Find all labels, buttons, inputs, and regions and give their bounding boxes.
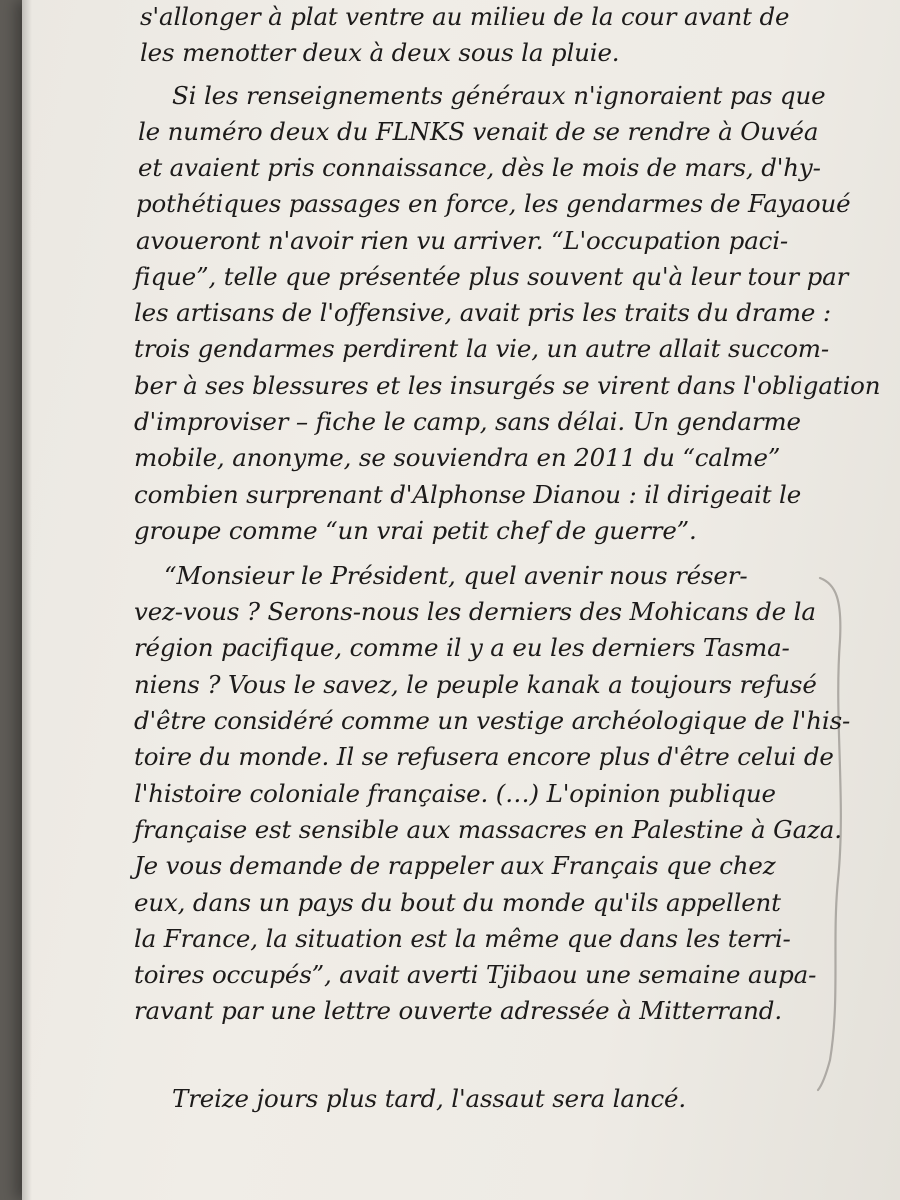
quote-line: région pacifique, comme il y a eu les derniers Tasma- <box>134 633 790 662</box>
quote-line: Je vous demande de rappeler aux Français que chez <box>134 851 776 880</box>
text-line: et avaient pris connaissance, dès le mois de mars, d'hy- <box>138 153 821 182</box>
text-line: trois gendarmes perdirent la vie, un autre allait succom- <box>134 334 830 363</box>
quote-line: l'histoire coloniale française. (…) L'opinion publique <box>134 779 776 808</box>
quote-line: ravant par une lettre ouverte adressée à Mitterrand. <box>134 996 782 1025</box>
text-line: les artisans de l'offensive, avait pris les traits du drame : <box>134 298 831 327</box>
text-line: avoueront n'avoir rien vu arriver. “L'occupation paci- <box>136 226 789 255</box>
text-line: groupe comme “un vrai petit chef de guerre”. <box>134 516 697 545</box>
quote-line: “Monsieur le Président, quel avenir nous réser- <box>164 561 748 590</box>
quote-line: niens ? Vous le savez, le peuple kanak a toujours refusé <box>134 670 817 699</box>
text-line: fique”, telle que présentée plus souvent qu'à leur tour par <box>134 262 849 291</box>
text-line: s'allonger à plat ventre au milieu de la cour avant de <box>140 2 790 31</box>
text-line: le numéro deux du FLNKS venait de se rendre à Ouvéa <box>138 117 819 146</box>
quote-line: eux, dans un pays du bout du monde qu'ils appellent <box>134 888 781 917</box>
quote-line: toires occupés”, avait averti Tjibaou une semaine aupa- <box>134 960 817 989</box>
text-line: pothétiques passages en force, les gendarmes de Fayaoué <box>136 189 851 218</box>
closing-line: Treize jours plus tard, l'assaut sera lancé. <box>172 1084 687 1113</box>
text-line: d'improviser – fiche le camp, sans délai. Un gendarme <box>134 407 801 436</box>
quote-line: d'être considéré comme un vestige archéologique de l'his- <box>134 706 851 735</box>
quote-line: la France, la situation est la même que dans les terri- <box>134 924 791 953</box>
text-line: Si les renseignements généraux n'ignoraient pas que <box>172 81 826 110</box>
text-line: ber à ses blessures et les insurgés se virent dans l'obligation <box>134 371 881 400</box>
text-line: combien surprenant d'Alphonse Dianou : il dirigeait le <box>134 480 802 509</box>
text-line: les menotter deux à deux sous la pluie. <box>140 38 620 67</box>
quote-line: vez-vous ? Serons-nous les derniers des Mohicans de la <box>134 597 816 626</box>
quote-line: toire du monde. Il se refusera encore plus d'être celui de <box>134 742 834 771</box>
quote-line: française est sensible aux massacres en Palestine à Gaza. <box>134 815 842 844</box>
book-page <box>22 0 900 1200</box>
page-text <box>22 0 900 1200</box>
text-line: mobile, anonyme, se souviendra en 2011 du “calme” <box>134 443 781 472</box>
